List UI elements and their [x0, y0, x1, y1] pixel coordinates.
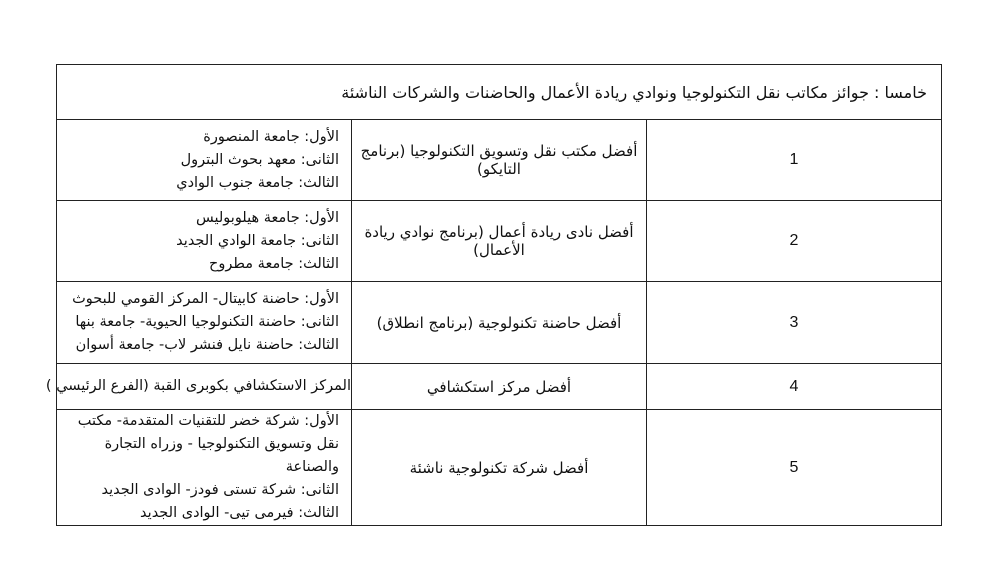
row-number: 1 [647, 120, 942, 201]
award-category: أفضل شركة تكنولوجية ناشئة [352, 410, 647, 526]
award-category: أفضل مكتب نقل وتسويق التكنولوجيا (برنامج التايكو) [352, 120, 647, 201]
row-number: 2 [647, 201, 942, 282]
award-winners [57, 120, 352, 201]
table-row [57, 282, 942, 364]
row-number: 3 [647, 282, 942, 364]
winner-second: الثانى: حاضنة التكنولوجيا الحيوية- جامعة بنها [75, 314, 339, 330]
winner-first: الأول: جامعة هيلوبوليس [196, 209, 339, 226]
winner-second: الثانى: شركة تستى فودز- الوادى الجديد [101, 482, 339, 498]
winner-first: الأول: شركة خضر للتقنيات المتقدمة- مكتب نقل وتسويق التكنولوجيا - وزراه التجارة والصناعة [77, 413, 339, 475]
winner-first: الأول: جامعة المنصورة [203, 128, 339, 145]
award-winners [57, 282, 352, 364]
row-number: 4 [647, 364, 942, 410]
winner-third: الثالث: جامعة جنوب الوادي [176, 174, 339, 191]
table-row [57, 120, 942, 201]
awards-table [45, 64, 942, 526]
award-category: أفضل مركز استكشافي [352, 364, 647, 410]
section-title: خامسا : جوائز مكاتب نقل التكنولوجيا ونوادي ريادة الأعمال والحاضنات والشركات الناشئة [57, 65, 942, 120]
award-winners [45, 364, 352, 410]
award-category: أفضل حاضنة تكنولوجية (برنامج انطلاق) [352, 282, 647, 364]
winner-single: المركز الاستكشافي بكوبرى القبة (الفرع الرئيسي ) [45, 378, 351, 394]
winner-first: الأول: حاضنة كابيتال- المركز القومي للبحوث [72, 291, 339, 307]
winner-third: الثالث: جامعة مطروح [209, 255, 339, 272]
table-row [57, 410, 942, 526]
table-title-row [57, 65, 942, 120]
winner-third: الثالث: فيرمى تيى- الوادى الجديد [140, 505, 339, 521]
award-category: أفضل نادى ريادة أعمال (برنامج نوادي ريادة الأعمال) [352, 201, 647, 282]
award-winners [57, 410, 352, 526]
table-row [57, 364, 942, 410]
award-winners [57, 201, 352, 282]
winner-third: الثالث: حاضنة نايل فنشر لاب- جامعة أسوان [75, 337, 339, 353]
winner-second: الثانى: جامعة الوادي الجديد [176, 232, 339, 249]
winner-second: الثانى: معهد بحوث البترول [180, 151, 339, 168]
table-row [57, 201, 942, 282]
row-number: 5 [647, 410, 942, 526]
